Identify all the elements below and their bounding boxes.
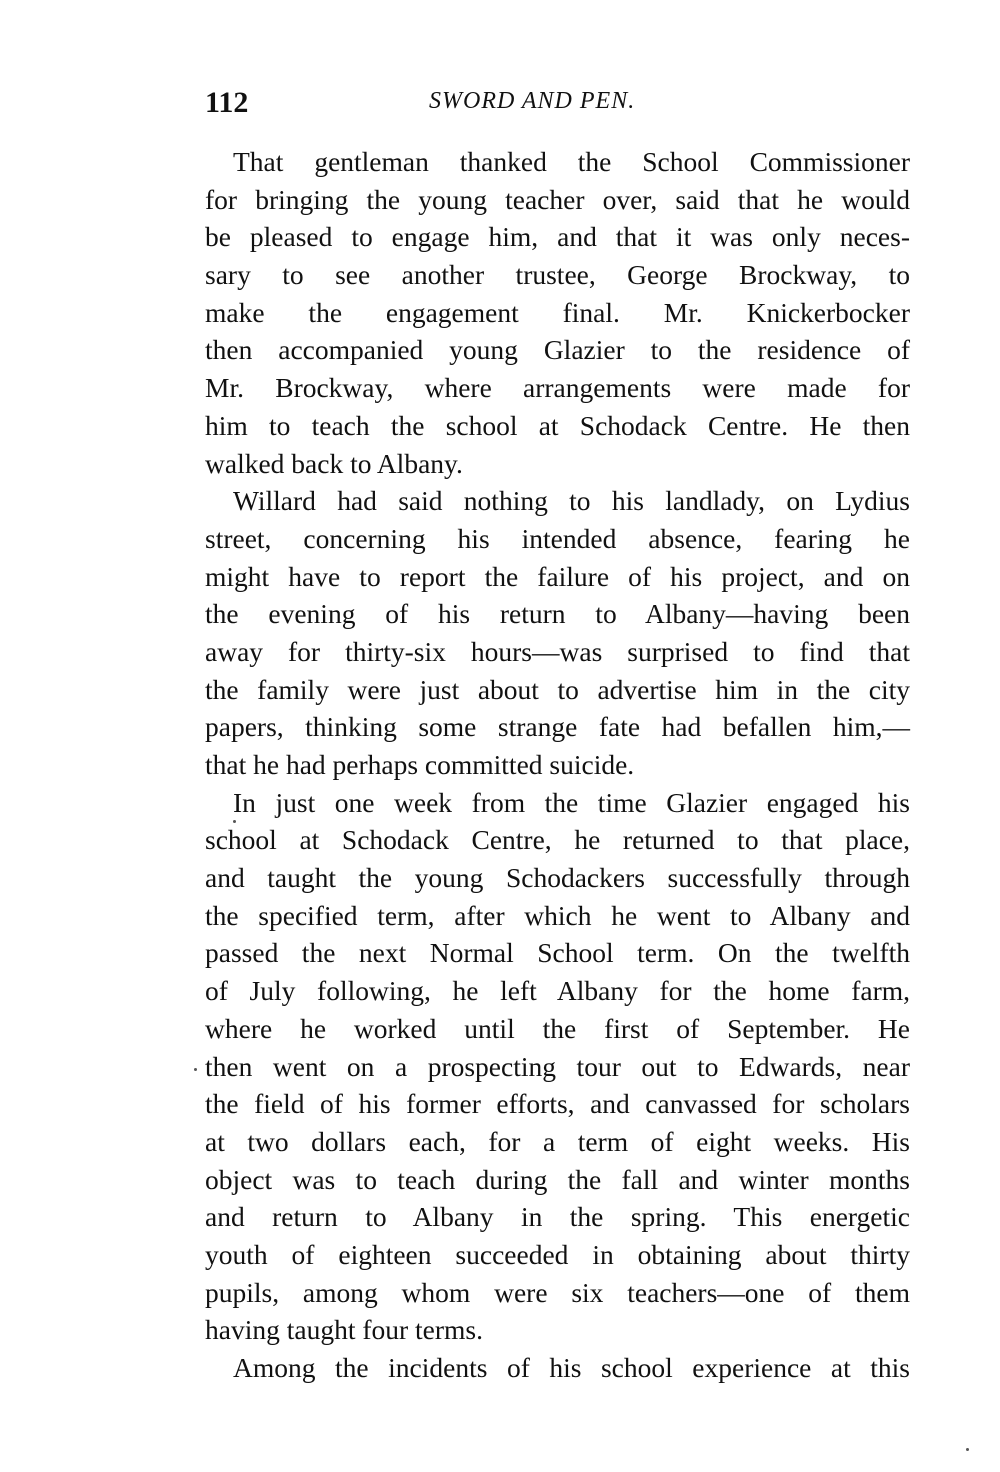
text-line: passed the next Normal School term. On the twelfth — [205, 937, 910, 969]
scan-speck — [966, 1448, 969, 1451]
text-line: Mr. Brockway, where arrangements were made for — [205, 372, 910, 404]
text-line: that he had perhaps committed suicide. — [205, 749, 635, 780]
text-line: and return to Albany in the spring. This energetic — [205, 1201, 910, 1233]
text-line: then accompanied young Glazier to the residence of — [205, 334, 910, 366]
text-line: the evening of his return to Albany—having been — [205, 598, 910, 630]
text-line: sary to see another trustee, George Brockway, to — [205, 259, 910, 291]
page-number: 112 — [205, 86, 249, 119]
text-line: then went on a prospecting tour out to Edwards, near — [205, 1050, 910, 1082]
text-line: might have to report the failure of his project, and on — [205, 560, 910, 592]
text-line: be pleased to engage him, and that it was only neces- — [205, 221, 910, 253]
body-text — [205, 143, 910, 1387]
text-line: papers, thinking some strange fate had befallen him,— — [205, 711, 910, 743]
paragraph-4 — [205, 1349, 910, 1387]
text-line: make the engagement final. Mr. Knickerbocker — [205, 296, 910, 328]
paragraph-3 — [205, 784, 910, 1349]
text-line: walked back to Albany. — [205, 447, 463, 479]
text-line: having taught four terms. — [205, 1314, 483, 1346]
text-line: him to teach the school at Schodack Centre. He then — [205, 409, 910, 441]
text-line: That gentleman thanked the School Commissioner — [233, 146, 910, 177]
text-line: and taught the young Schodackers successfully through — [205, 862, 910, 894]
book-title: SWORD AND PEN. — [429, 88, 636, 114]
text-line: away for thirty-six hours—was surprised to find that — [205, 635, 910, 667]
text-line: Willard had said nothing to his landlady, on Lydius — [233, 485, 910, 517]
text-line: the field of his former efforts, and canvassed for scholars — [205, 1088, 910, 1120]
text-line: pupils, among whom were six teachers—one of them — [205, 1276, 910, 1308]
paragraph-1 — [205, 143, 910, 482]
text-line: In just one week from the time Glazier engaged his — [233, 786, 910, 818]
text-line: for bringing the young teacher over, said that he would — [205, 183, 910, 215]
text-line: at two dollars each, for a term of eight weeks. His — [205, 1125, 910, 1157]
scan-speck — [194, 1068, 197, 1071]
text-line: object was to teach during the fall and winter months — [205, 1163, 910, 1195]
paragraph-2 — [205, 482, 910, 784]
scan-speck — [233, 820, 236, 823]
text-line: school at Schodack Centre, he returned to that place, — [205, 824, 910, 856]
text-line: street, concerning his intended absence, fearing he — [205, 522, 910, 554]
text-line: the specified term, after which he went to Albany and — [205, 899, 910, 931]
text-line: youth of eighteen succeeded in obtaining about thirty — [205, 1238, 910, 1270]
text-line: of July following, he left Albany for the home farm, — [205, 975, 910, 1007]
text-line: where he worked until the first of September. He — [205, 1012, 910, 1044]
text-line: Among the incidents of his school experience at this — [233, 1352, 910, 1383]
text-line: the family were just about to advertise him in the city — [205, 673, 910, 705]
running-head — [205, 86, 910, 122]
